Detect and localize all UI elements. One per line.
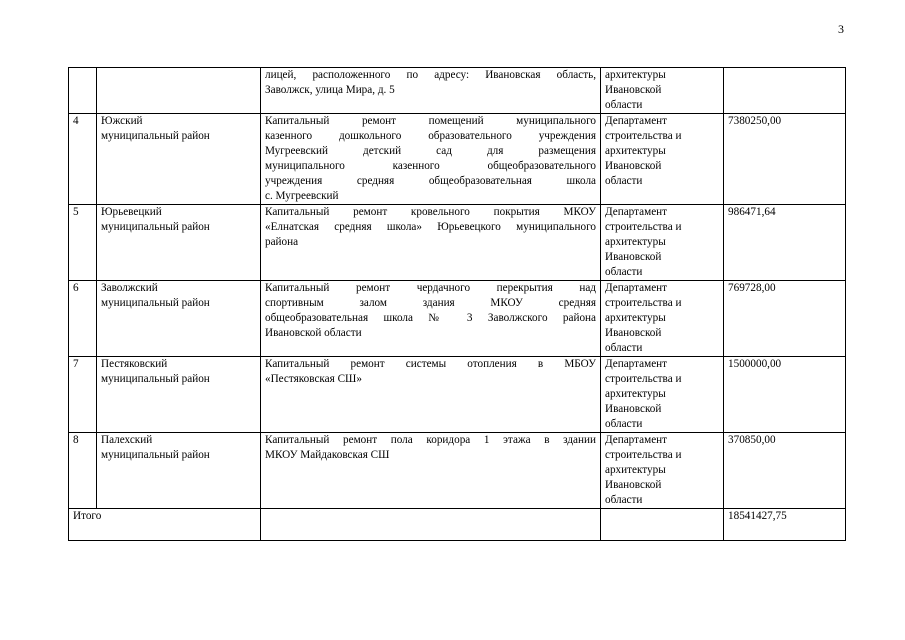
agency-cell (601, 205, 724, 281)
amount-cell: 1500000,00 (724, 357, 846, 433)
agency-line: области (605, 342, 643, 354)
agency-line: Ивановской (605, 160, 662, 172)
district-line: Пестяковский (101, 358, 168, 370)
agency-line: области (605, 418, 643, 430)
row-number-cell: 6 (69, 281, 97, 357)
funding-table (68, 67, 846, 541)
agency-line: Департамент (605, 115, 668, 127)
description-line: учреждения средняя общеобразовательная школа (265, 175, 596, 187)
description-cell (261, 68, 601, 114)
agency-line: строительства и (605, 221, 682, 233)
amount-cell: 986471,64 (724, 205, 846, 281)
agency-line: архитектуры (605, 236, 666, 248)
description-line: Ивановской области (265, 327, 362, 339)
agency-line: архитектуры (605, 312, 666, 324)
agency-cell (601, 114, 724, 205)
agency-line: Департамент (605, 358, 668, 370)
table-row (69, 68, 846, 114)
total-row (69, 509, 846, 541)
district-line: муниципальный район (101, 130, 210, 142)
district-cell (97, 433, 261, 509)
agency-line: архитектуры (605, 69, 666, 81)
agency-line: Ивановской (605, 403, 662, 415)
agency-line: Департамент (605, 206, 668, 218)
table-row (69, 205, 846, 281)
district-cell (97, 357, 261, 433)
row-number-cell: 4 (69, 114, 97, 205)
agency-cell (601, 433, 724, 509)
agency-cell (601, 281, 724, 357)
agency-line: строительства и (605, 373, 682, 385)
table-row (69, 281, 846, 357)
amount-cell (724, 68, 846, 114)
description-cell (261, 357, 601, 433)
amount-cell: 769728,00 (724, 281, 846, 357)
row-number-cell: 8 (69, 433, 97, 509)
description-line: казенного дошкольного образовательного учреждения (265, 130, 596, 142)
district-line: муниципальный район (101, 449, 210, 461)
table-row (69, 357, 846, 433)
description-line: «Елнатская средняя школа» Юрьевецкого муниципального (265, 221, 596, 233)
district-line: Палехский (101, 434, 153, 446)
district-line: муниципальный район (101, 221, 210, 233)
table-row (69, 114, 846, 205)
description-cell (261, 114, 601, 205)
agency-line: Департамент (605, 282, 668, 294)
agency-line: строительства и (605, 297, 682, 309)
district-cell (97, 205, 261, 281)
agency-cell (601, 68, 724, 114)
row-number-cell: 5 (69, 205, 97, 281)
total-empty-cell (261, 509, 601, 541)
description-line: общеобразовательная школа № 3 Заволжского района (265, 312, 596, 324)
amount-cell: 7380250,00 (724, 114, 846, 205)
district-cell (97, 68, 261, 114)
row-number-cell: 7 (69, 357, 97, 433)
total-label: Итого (69, 509, 261, 541)
agency-cell (601, 357, 724, 433)
agency-line: Департамент (605, 434, 668, 446)
description-cell (261, 205, 601, 281)
row-number-cell (69, 68, 97, 114)
district-line: Южский (101, 115, 143, 127)
total-amount: 18541427,75 (724, 509, 846, 541)
district-cell (97, 114, 261, 205)
agency-line: области (605, 99, 643, 111)
agency-line: Ивановской (605, 251, 662, 263)
description-line: лицей, расположенного по адресу: Ивановская область, (265, 69, 596, 81)
description-line: Капитальный ремонт системы отопления в МБОУ (265, 358, 596, 370)
description-line: Капитальный ремонт чердачного перекрытия над (265, 282, 596, 294)
agency-line: архитектуры (605, 464, 666, 476)
description-line: Капитальный ремонт помещений муниципального (265, 115, 596, 127)
district-cell (97, 281, 261, 357)
agency-line: Ивановской (605, 479, 662, 491)
district-line: Юрьевецкий (101, 206, 162, 218)
description-cell (261, 433, 601, 509)
description-line: МКОУ Майдаковская СШ (265, 449, 390, 461)
agency-line: Ивановской (605, 84, 662, 96)
district-line: муниципальный район (101, 373, 210, 385)
description-line: Заволжск, улица Мира, д. 5 (265, 84, 395, 96)
description-line: спортивным залом здания МКОУ средняя (265, 297, 596, 309)
agency-line: Ивановской (605, 327, 662, 339)
agency-line: архитектуры (605, 145, 666, 157)
agency-line: области (605, 494, 643, 506)
agency-line: архитектуры (605, 388, 666, 400)
description-line: Капитальный ремонт пола коридора 1 этажа в здании (265, 434, 596, 446)
amount-cell: 370850,00 (724, 433, 846, 509)
description-line: Капитальный ремонт кровельного покрытия МКОУ (265, 206, 596, 218)
description-line: Мугреевский детский сад для размещения (265, 145, 596, 157)
total-empty-cell (601, 509, 724, 541)
description-cell (261, 281, 601, 357)
description-line: района (265, 236, 299, 248)
table-row (69, 433, 846, 509)
agency-line: строительства и (605, 130, 682, 142)
agency-line: области (605, 175, 643, 187)
agency-line: строительства и (605, 449, 682, 461)
description-line: муниципального казенного общеобразовательного (265, 160, 596, 172)
description-line: «Пестяковская СШ» (265, 373, 362, 385)
district-line: муниципальный район (101, 297, 210, 309)
description-line: с. Мугреевский (265, 190, 339, 202)
district-line: Заволжский (101, 282, 158, 294)
agency-line: области (605, 266, 643, 278)
page-number: 3 (838, 22, 844, 36)
